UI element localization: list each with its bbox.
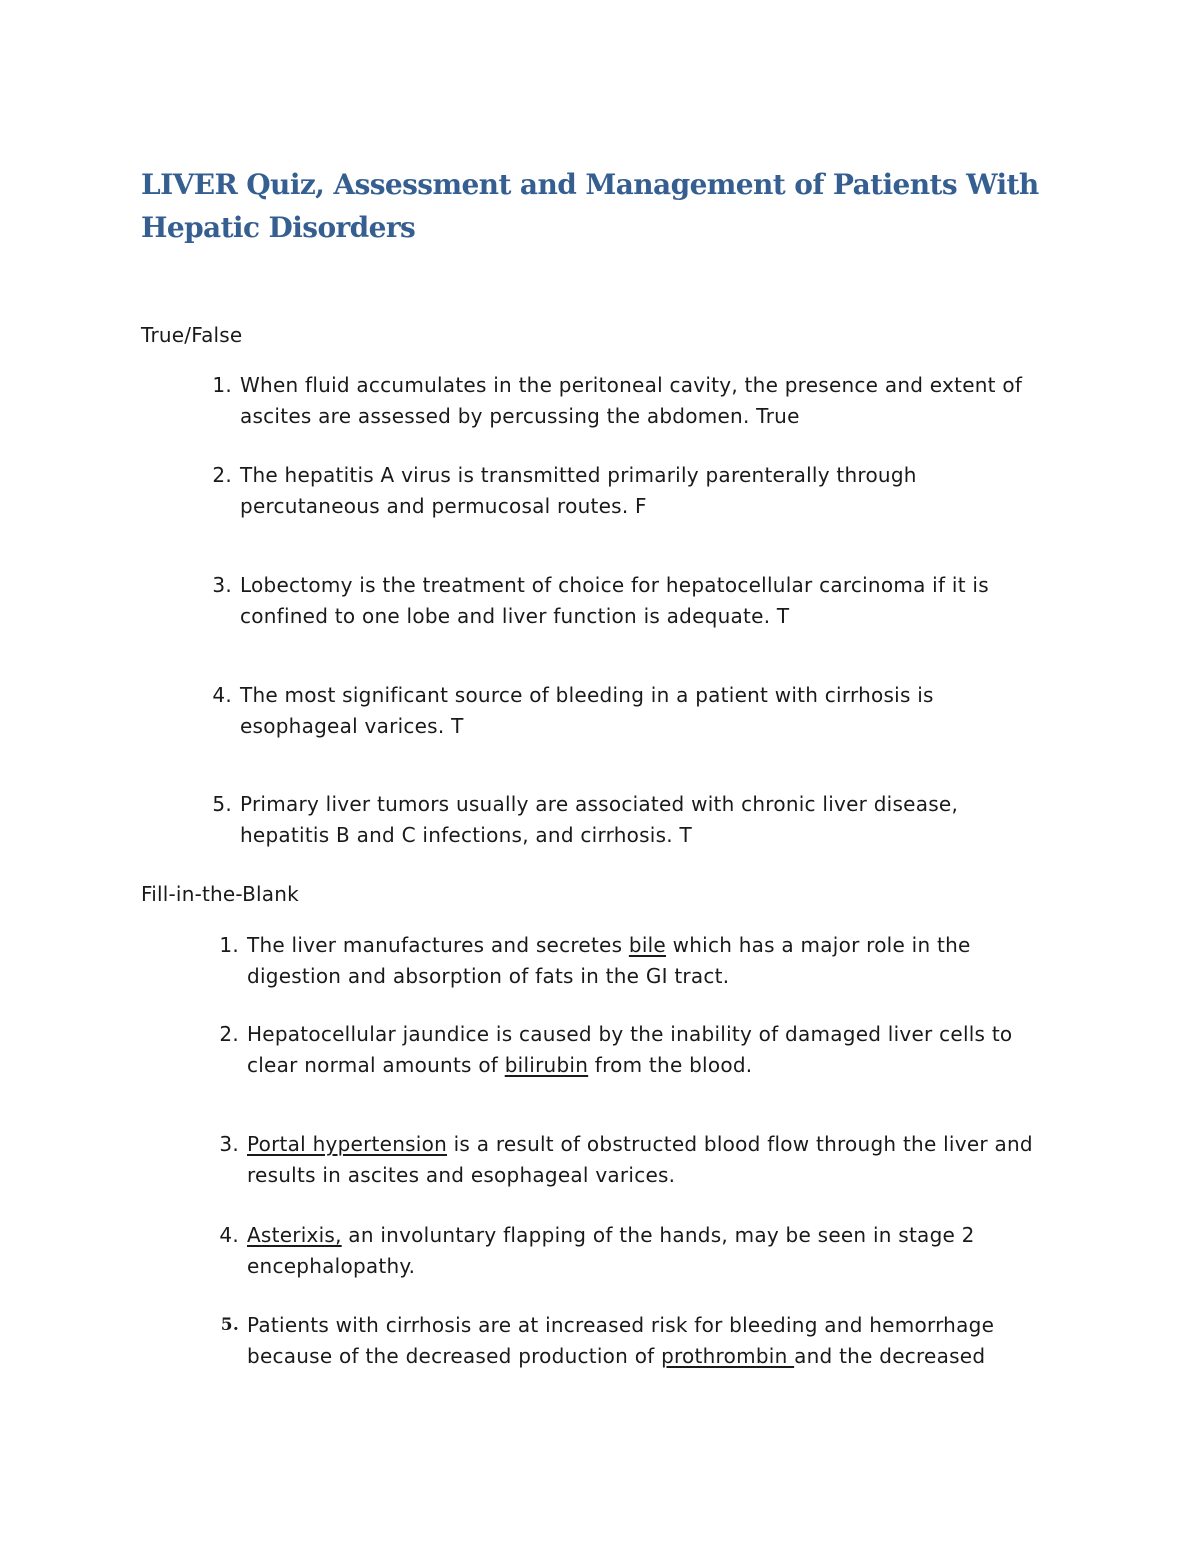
question-number: 3.	[219, 1132, 239, 1156]
question-number: 4.	[212, 683, 232, 707]
answer-blank: bile	[628, 933, 666, 957]
fill-in-question-1	[219, 930, 1047, 991]
question-text: Hepatocellular jaundice is caused by the inability of damaged liver cells to clear normal amounts of bilirubin from the blood.	[247, 1022, 1013, 1077]
true-false-question-2	[212, 460, 1000, 521]
true-false-question-5	[212, 789, 1030, 850]
answer-blank: Portal hypertension	[247, 1132, 448, 1156]
answer-blank: bilirubin	[504, 1052, 589, 1077]
fill-in-question-2	[219, 1019, 1067, 1080]
question-number: 5.	[220, 1315, 239, 1335]
fill-in-question-3	[219, 1129, 1057, 1190]
true-false-question-1	[212, 370, 1050, 431]
section-heading-fill-in-the-blank: Fill-in-the-Blank	[141, 882, 299, 906]
question-number: 2.	[219, 1022, 239, 1046]
document-title: LIVER Quiz, Assessment and Management of Patients With Hepatic Disorders	[141, 168, 1039, 244]
fill-in-question-4	[219, 1220, 1047, 1281]
section-heading-true-false: True/False	[141, 323, 243, 347]
question-text: The liver manufactures and secretes bile which has a major role in the digestion and absorption of fats in the GI tract.	[247, 933, 971, 988]
question-text: Asterixis, an involuntary flapping of the hands, may be seen in stage 2 encephalopathy.	[247, 1223, 975, 1278]
question-number: 1.	[212, 373, 232, 397]
true-false-question-3	[212, 570, 1050, 631]
answer-blank: Asterixis,	[247, 1223, 342, 1247]
fill-in-question-5	[220, 1310, 1057, 1371]
question-text: The hepatitis A virus is transmitted primarily parenterally through percutaneous and permucosal routes. F	[240, 463, 917, 518]
answer-blank: prothrombin	[661, 1343, 795, 1368]
question-text: Primary liver tumors usually are associated with chronic liver disease, hepatitis B and C infections, and cirrhosis. T	[240, 792, 959, 847]
question-text: When fluid accumulates in the peritoneal cavity, the presence and extent of ascites are assessed by percussing the abdomen. True	[240, 373, 1023, 428]
question-text: Patients with cirrhosis are at increased risk for bleeding and hemorrhage because of the decreased production of prothrombin and the decreased	[247, 1313, 995, 1368]
question-number: 3.	[212, 573, 232, 597]
question-number: 2.	[212, 463, 232, 487]
question-number: 5.	[212, 792, 232, 816]
question-text: Lobectomy is the treatment of choice for hepatocellular carcinoma if it is confined to one lobe and liver function is adequate. T	[240, 573, 989, 628]
question-number: 4.	[219, 1223, 239, 1247]
question-number: 1.	[219, 933, 239, 957]
true-false-question-4	[212, 680, 1000, 741]
question-text: The most significant source of bleeding in a patient with cirrhosis is esophageal varices. T	[240, 683, 934, 738]
question-text: Portal hypertension is a result of obstructed blood flow through the liver and results in ascites and esophageal varices.	[247, 1132, 1033, 1187]
